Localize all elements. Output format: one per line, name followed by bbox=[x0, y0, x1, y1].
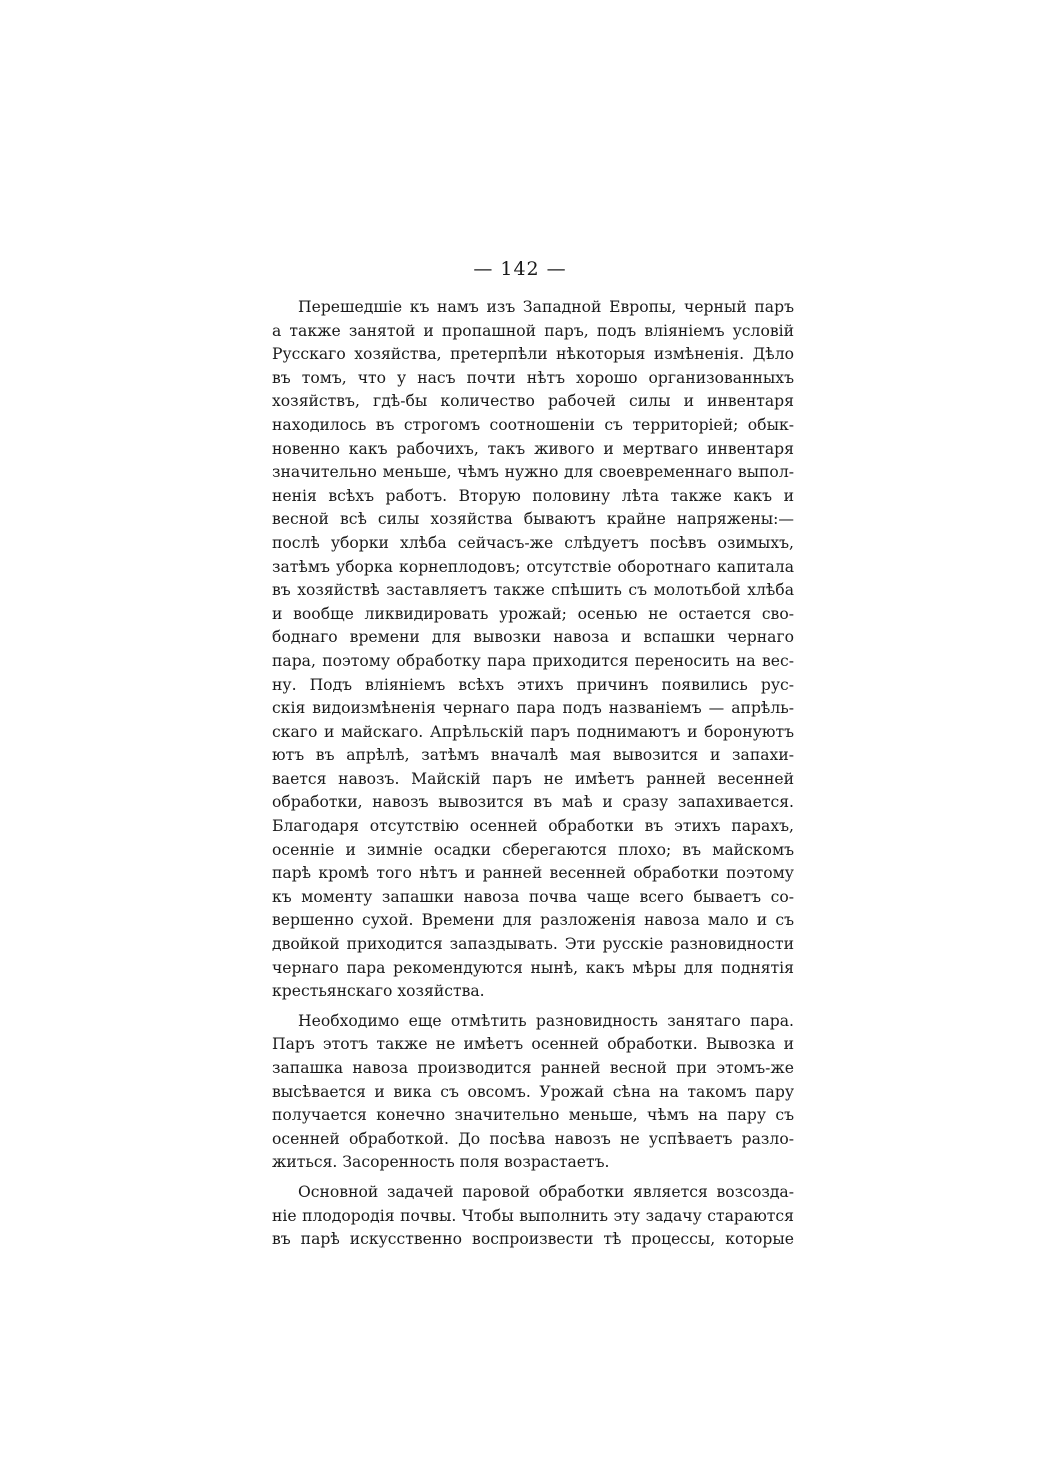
text-line: новенно какъ рабочихъ, такъ живого и мертваго инвентаря bbox=[272, 439, 794, 458]
text-line: пара, поэтому обработку пара приходится переносить на вес- bbox=[272, 651, 794, 670]
text-line: въ томъ, что у насъ почти нѣтъ хорошо организованныхъ bbox=[272, 368, 794, 387]
page-number: — 142 — bbox=[473, 258, 567, 280]
text-line: весной всѣ силы хозяйства бываютъ крайне напряжены:— bbox=[272, 510, 794, 529]
text-line: значительно меньше, чѣмъ нужно для своевременнаго выпол- bbox=[272, 463, 794, 482]
text-line: послѣ уборки хлѣба сейчасъ-же слѣдуетъ посѣвъ озимыхъ, bbox=[272, 533, 794, 552]
text-line: къ моменту запашки навоза почва чаще всего бываетъ со- bbox=[272, 887, 794, 906]
text-line: вается навозъ. Майскій паръ не имѣетъ ранней весенней bbox=[272, 769, 794, 788]
text-line: Паръ этотъ также не имѣетъ осенней обработки. Вывозка и bbox=[272, 1035, 794, 1054]
text-line: житься. Засоренность поля возрастаетъ. bbox=[272, 1153, 610, 1172]
text-line: ютъ въ апрѣлѣ, затѣмъ вначалѣ мая вывозится и запахи- bbox=[272, 746, 794, 765]
text-line: находилось въ строгомъ соотношеніи съ территоріей; обык- bbox=[272, 415, 794, 434]
text-line: двойкой приходится запаздывать. Эти русскіе разновидности bbox=[272, 935, 794, 954]
text-line: а также занятой и пропашной паръ, подъ вліяніемъ условій bbox=[272, 321, 794, 340]
text-line: скія видоизмѣненія чернаго пара подъ названіемъ — апрѣль- bbox=[272, 699, 794, 718]
text-line: ну. Подъ вліяніемъ всѣхъ этихъ причинъ появились рус- bbox=[272, 675, 794, 694]
paragraph-1 bbox=[272, 296, 794, 1004]
text-line: затѣмъ уборка корнеплодовъ; отсутствіе оборотнаго капитала bbox=[272, 557, 794, 576]
text-line: боднаго времени для вывозки навоза и вспашки чернаго bbox=[272, 628, 794, 647]
text-line: осенней обработкой. До посѣва навозъ не успѣваетъ разло- bbox=[272, 1129, 794, 1148]
text-line: парѣ кромѣ того нѣтъ и ранней весенней обработки поэтому bbox=[272, 864, 794, 883]
paragraph-2 bbox=[272, 1010, 794, 1175]
text-line: обработки, навозъ вывозится въ маѣ и сразу запахивается. bbox=[272, 793, 794, 812]
body-text bbox=[272, 296, 794, 1252]
text-line: получается конечно значительно меньше, чѣмъ на пару съ bbox=[272, 1106, 794, 1125]
text-line: Благодаря отсутствію осенней обработки въ этихъ парахъ, bbox=[272, 817, 794, 836]
text-line: осенніе и зимніе осадки сберегаются плохо; въ майскомъ bbox=[272, 840, 794, 859]
text-line: высѣвается и вика съ овсомъ. Урожай сѣна на такомъ пару bbox=[272, 1082, 794, 1101]
text-line: и вообще ликвидировать урожай; осенью не остается сво- bbox=[272, 604, 794, 623]
text-line: Необходимо еще отмѣтить разновидность занятаго пара. bbox=[298, 1011, 794, 1030]
text-line: Перешедшіе къ намъ изъ Западной Европы, черный паръ bbox=[298, 298, 794, 316]
text-line: чернаго пара рекомендуются нынѣ, какъ мѣры для поднятія bbox=[272, 958, 794, 977]
text-line: ніе плодородія почвы. Чтобы выполнить эту задачу стараются bbox=[272, 1206, 794, 1225]
text-line: крестьянскаго хозяйства. bbox=[272, 982, 485, 1001]
paragraph-3 bbox=[272, 1181, 794, 1252]
text-line: вершенно сухой. Времени для разложенія навоза мало и съ bbox=[272, 911, 794, 930]
text-line: ненія всѣхъ работъ. Вторую половину лѣта также какъ и bbox=[272, 486, 794, 505]
text-line: Русскаго хозяйства, претерпѣли нѣкоторыя измѣненія. Дѣло bbox=[272, 345, 794, 364]
text-line: хозяйствъ, гдѣ-бы количество рабочей силы и инвентаря bbox=[272, 392, 794, 411]
text-line: въ парѣ искусственно воспроизвести тѣ процессы, которые bbox=[272, 1230, 794, 1249]
text-line: Основной задачей паровой обработки является возсозда- bbox=[298, 1182, 794, 1201]
text-line: скаго и майскаго. Апрѣльскій паръ поднимаютъ и боронуютъ bbox=[272, 722, 794, 741]
text-line: въ хозяйствѣ заставляетъ также спѣшить съ молотьбой хлѣба bbox=[272, 581, 794, 600]
text-line: запашка навоза производится ранней весной при этомъ-же bbox=[272, 1059, 794, 1077]
